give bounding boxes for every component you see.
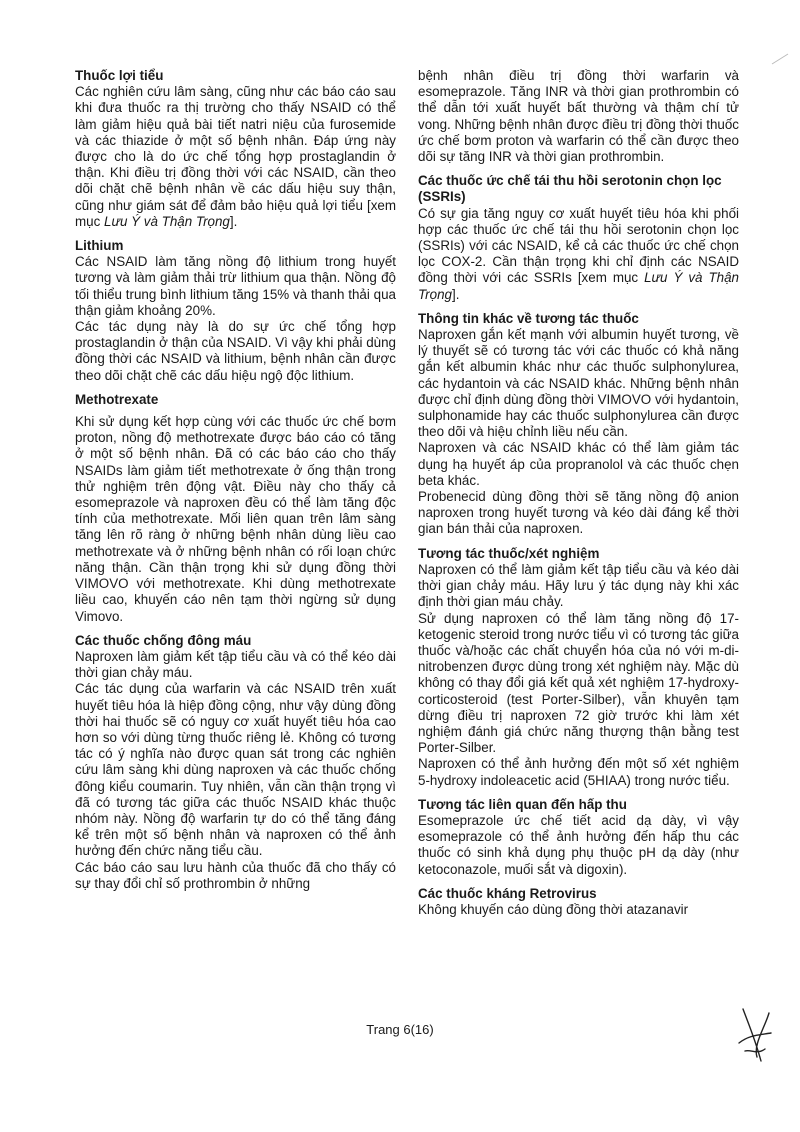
- paragraph-tail: ].: [452, 286, 460, 302]
- paragraph: [418, 327, 739, 440]
- paragraph: [75, 319, 396, 384]
- section-continued: [418, 68, 739, 165]
- paragraph: [418, 440, 739, 489]
- paragraph: [75, 649, 396, 681]
- italic-reference: Lưu Ý và Thận Trọng: [418, 270, 739, 302]
- paragraph: [418, 902, 739, 918]
- paragraph: [75, 414, 396, 625]
- section-heading: Thông tin khác về tương tác thuốc: [418, 310, 639, 326]
- paragraph: [418, 756, 739, 788]
- corner-mark-icon: [770, 52, 790, 66]
- section-tuong-tac-thuoc-xet-nghiem: [418, 546, 739, 789]
- section-heading: Thuốc lợi tiểu: [75, 68, 164, 83]
- section-thuoc-loi-tieu: [75, 68, 396, 230]
- paragraph-text: Esomeprazole ức chế tiết acid dạ dày, vì vậy esomeprazole có thể ảnh hưởng đến hấp thu các thuốc có sinh khả dụng phụ thuộc pH dạ dày (như ketoconazole, muối sắt và digoxin).: [418, 812, 739, 877]
- section-heading: Lithium: [75, 238, 124, 254]
- paragraph-text: Naproxen và các NSAID khác có thể làm giảm tác dụng hạ huyết áp của propranolol và các thuốc chẹn beta khác.: [418, 440, 739, 488]
- section-cac-thuoc-khang-retrovirus: [418, 886, 739, 918]
- paragraph-tail: ].: [229, 213, 238, 229]
- section-heading: Các thuốc kháng Retrovirus: [418, 885, 597, 901]
- italic-reference: Lưu Ý và Thận Trọng: [104, 213, 230, 229]
- paragraph-text: Các báo cáo sau lưu hành của thuốc đã cho thấy có sự thay đổi chỉ số prothrombin ở những: [75, 859, 396, 891]
- section-heading: Tương tác liên quan đến hấp thu: [418, 796, 627, 812]
- paragraph-text: Các tác dụng này là do sự ức chế tổng hợp prostaglandin ở thận của NSAID. Vì vậy khi phải dùng đồng thời các NSAID và lithium, bệnh nhân cần được theo dõi chặt chẽ các dấu hiệu ngộ độc lithium.: [75, 319, 396, 383]
- signature-mark: [735, 1005, 775, 1065]
- right-column: [418, 68, 739, 918]
- section-cac-thuoc-chong-dong-mau: [75, 633, 396, 892]
- paragraph-text: Naproxen gắn kết mạnh với albumin huyết tương, về lý thuyết sẽ có tương tác với các thuốc có khả năng gắn kết albumin khác như các thuốc sulphonylurea, các hydantoin và các NSAID khác. Những bệnh nhân được chỉ định dùng đồng thời VIMOVO với hydantoin, sulphonamide hay các thuốc sulphonylurea cần được theo dõi và hiệu chỉnh liều nếu cần.: [418, 327, 739, 440]
- paragraph-text: Không khuyến cáo dùng đồng thời atazanavir: [418, 901, 689, 917]
- paragraph: [75, 254, 396, 319]
- paragraph-text: Các tác dụng của warfarin và các NSAID trên xuất huyết tiêu hóa là hiệp đồng cộng, như vậy dùng đồng thời hai thuốc sẽ có nguy cơ xuất huyết tiêu hóa cao hơn so với dùng từng thuốc riêng lẻ. Không có tương tác có ý nghĩa nào được quan sát trong các nghiên cứu lâm sàng khi dùng naproxen và các thuốc chống đông kiểu coumarin. Tuy nhiên, vẫn cần thận trọng vì đã có tương tác giữa các thuốc NSAID khác thuộc nhóm này. Nồng độ warfarin tự do có thể tăng đáng kể trên một số bệnh nhân và naproxen có thể ảnh hưởng đến chức năng tiểu cầu.: [75, 681, 396, 859]
- section-thong-tin-khac-ve-tuong-tac-thuoc: [418, 311, 739, 538]
- paragraph-text: Các nghiên cứu lâm sàng, cũng như các báo cáo sau khi đưa thuốc ra thị trường cho thấy NSAID có thể làm giảm hiệu quả bài tiết natri niệu của furosemide và các thiazide ở một số bệnh nhân. Đáp ứng này được cho là do ức chế tổng hợp prostaglandin ở thận. Khi điều trị đồng thời với các NSAID, cần theo dõi chặt chẽ bệnh nhân về các dấu hiệu suy thận, cũng như giám sát để đảm bảo hiệu quả lợi tiểu [xem mục: [75, 84, 396, 229]
- paragraph-text: Naproxen có thể làm giảm kết tập tiểu cầu và kéo dài thời gian chảy máu. Hãy lưu ý tác dụng này khi xác định thời gian máu chảy.: [418, 561, 739, 610]
- paragraph-text: Có sự gia tăng nguy cơ xuất huyết tiêu hóa khi phối hợp các thuốc ức chế tái thu hồi serotonin chọn lọc (SSRIs) với các NSAID, kể cả các thuốc ức chế chọn lọc COX-2. Cần thận trọng khi chỉ định các NSAID đồng thời với các SSRIs [xem mục: [418, 205, 739, 286]
- paragraph-text: bệnh nhân điều trị đồng thời warfarin và esomeprazole. Tăng INR và thời gian prothrombin có thể dẫn tới xuất huyết bất thường và thậm chí tử vong. Những bệnh nhân được điều trị đồng thời thuốc ức chế bơm proton và warfarin có thể cần được theo dõi sự tăng INR và thời gian prothrombin.: [418, 68, 739, 165]
- paragraph-text: Các NSAID làm tăng nồng độ lithium trong huyết tương và làm giảm thải trừ lithium qua thận. Nồng độ tối thiểu trung bình lithium tăng 15% và thanh thải qua thận giảm khoảng 20%.: [75, 254, 396, 318]
- page-number: Trang 6(16): [366, 1022, 434, 1037]
- section-heading: Các thuốc chống đông máu: [75, 632, 252, 648]
- paragraph-text: Naproxen làm giảm kết tập tiểu cầu và có thể kéo dài thời gian chảy máu.: [75, 648, 396, 681]
- section-heading: Methotrexate: [75, 391, 159, 407]
- paragraph: [418, 562, 739, 611]
- left-column: [75, 68, 396, 892]
- section-tuong-tac-lien-quan-den-hap-thu: [418, 797, 739, 878]
- paragraph: [75, 860, 396, 892]
- paragraph: [418, 813, 739, 878]
- paragraph-text: Sử dụng naproxen có thể làm tăng nồng độ 17-ketogenic steroid trong nước tiểu vì có tương tác giữa thuốc và/hoặc các chất chuyển hóa của nó với m-di-nitrobenzen được dùng trong xét nghiệm này. Mặc dù không có thay đổi giá kết quả xét nghiệm 17-hydroxy-corticosteroid (test Porter-Silber), vẫn khuyên tạm dừng điều trị naproxen 72 giờ trước khi làm xét nghiệm đánh giá chức năng thượng thận bằng test Porter-Silber.: [418, 610, 739, 756]
- paragraph: [418, 611, 739, 757]
- paragraph: [418, 489, 739, 538]
- paragraph: [418, 68, 739, 165]
- section-heading: Các thuốc ức chế tái thu hồi serotonin chọn lọc (SSRIs): [418, 173, 722, 205]
- paragraph: [75, 681, 396, 859]
- paragraph: [75, 84, 396, 230]
- section-cac-thuoc-uc-che-tai-thu-hoi-serotonin-chon-loc-ssris: [418, 173, 739, 303]
- paragraph-text: Naproxen có thể ảnh hưởng đến một số xét nghiệm 5-hydroxy indoleacetic acid (5HIAA) trong nước tiểu.: [418, 756, 739, 788]
- section-heading: Tương tác thuốc/xét nghiệm: [418, 545, 600, 561]
- paragraph-text: Probenecid dùng đồng thời sẽ tăng nồng độ anion naproxen trong huyết tương và kéo dài đáng kể thời gian bán thải của naproxen.: [418, 489, 739, 537]
- paragraph-text: Khi sử dụng kết hợp cùng với các thuốc ức chế bơm proton, nồng độ methotrexate được báo cáo có tăng ở một số bệnh nhân. Đã có các báo cáo cho thấy NSAIDs làm giảm tiết methotrexate ở ống thận trong thử nghiệm trên động vật. Điều này cho thấy cả esomeprazole và naproxen đều có thể làm tăng độc tính của methotrexate. Mối liên quan trên lâm sàng tăng lên rõ ràng ở những bệnh nhân dùng liều cao methotrexate và ở những bệnh nhân có rối loạn chức năng thận. Cần thận trọng khi sử dụng đồng thời VIMOVO với methotrexate. Khi dùng methotrexate liều cao, khuyến cáo nên tạm thời ngừng sử dụng Vimovo.: [75, 414, 396, 624]
- paragraph: [418, 206, 739, 303]
- section-lithium: [75, 238, 396, 384]
- section-methotrexate: [75, 392, 396, 625]
